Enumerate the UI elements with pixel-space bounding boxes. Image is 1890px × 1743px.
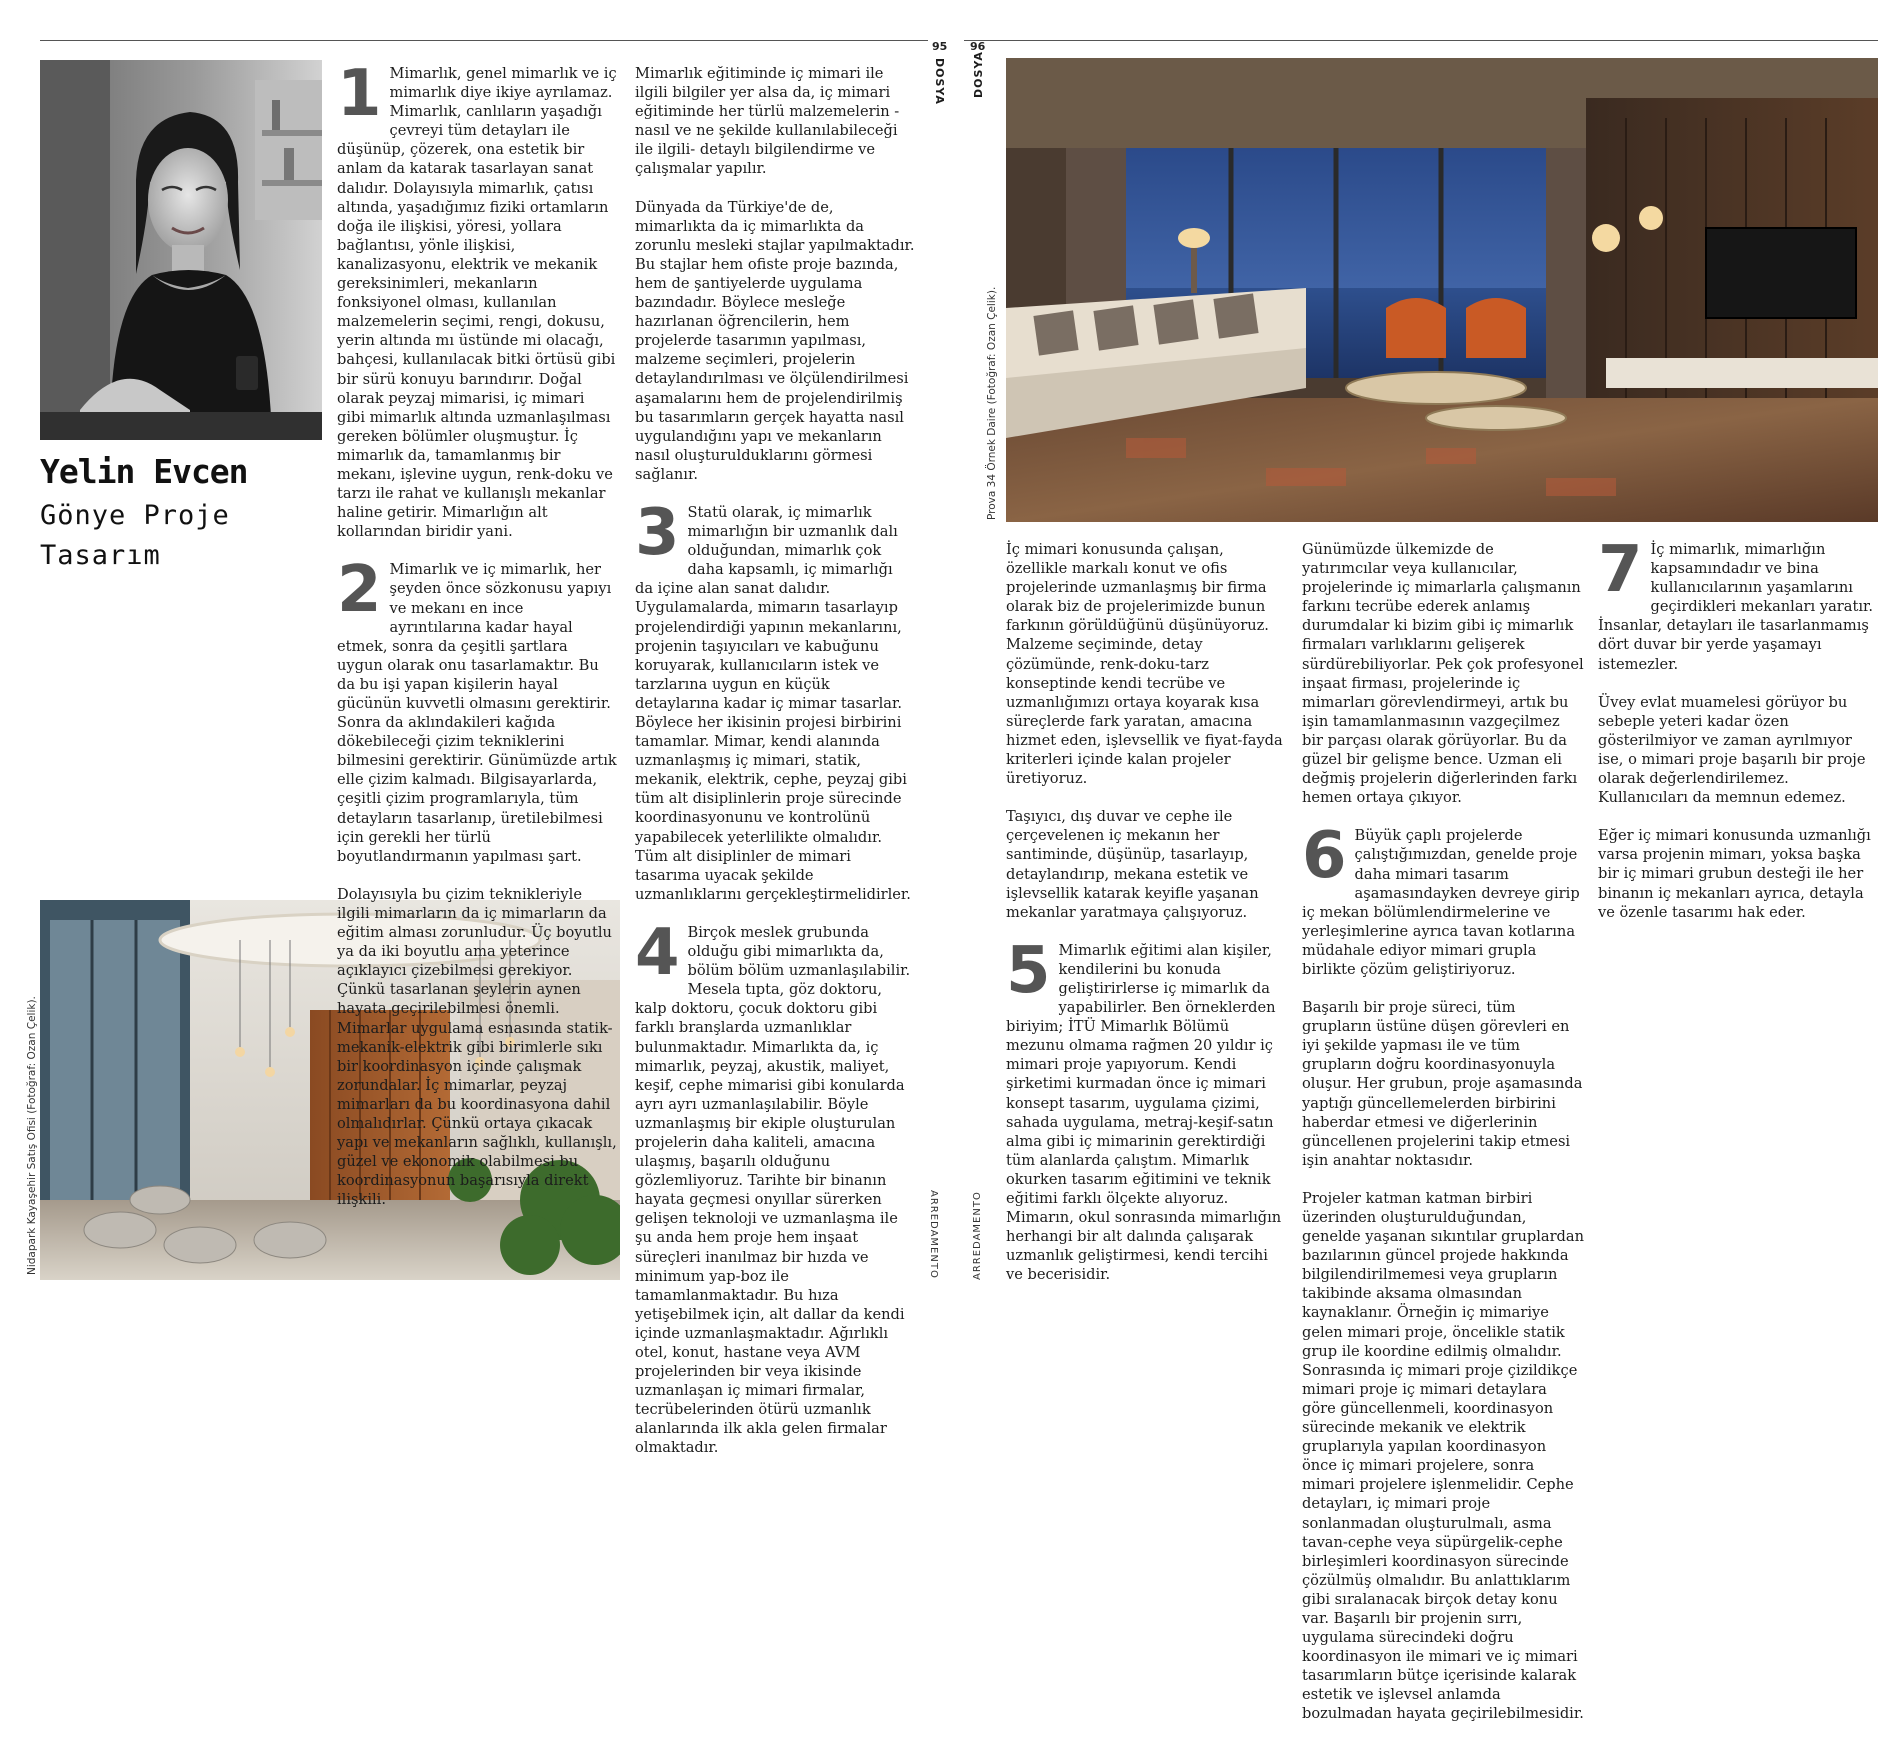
living-room-photo-illustration bbox=[1006, 58, 1878, 522]
paragraph: Büyük çaplı projelerde çalıştığımızdan, genelde proje daha mimari tasarım aşamasındayken devreye girip iç mekan bölümlendirmelerine ve yerleşimlerine ayrıca tavan kotlarına müdahale ediyor mimari grupla birlikte çözüm geliştiriyoruz. bbox=[1302, 827, 1580, 978]
article-section-4-continued bbox=[1006, 540, 1288, 922]
paragraph: Günümüzde ülkemizde de yatırımcılar veya kullanıcılar, projelerinde iç mimarlarla çalışmanın farkını tecrübe ederek anlamış durumdalar ki bizim gibi iç mimarlık firmaları varlıklarını gelişerek sürdürebiliyorlar. Pek çok profesyonel inşaat firması, projelerinde iç mimarları görevlendirmeyi, artık bu işin tamamlanmasının vazgeçilmez bir parçası olarak görüyorlar. Bu da güzel bir gelişme bence. Uzman eli değmiş projelerin diğerlerinden farkı hemen ortaya çıkıyor. bbox=[1302, 541, 1584, 807]
paragraph: Projeler katman katman birbiri üzerinden oluşturulduğundan, genelde yaşanan sıkıntılar gruplardan bazılarının güncel projede hakkında bilgilendirilmemesi veya grupların takibinde aksama olmasından kaynaklanır. Örneğin iç mimariye gelen mimari proje, öncelikle statik grup ile koordine edilmiş olmalıdır. Sonrasında iç mimari proje çizildikçe mimari proje iç mimari detaylara göre güncellenmeli, koordinasyon sürecinde mekanik ve elektrik gruplarıyla yapılan koordinasyon önce iç mimari projelere, sonra mimari projelere işlenmelidir. Cephe detayları, iç mimari proje sonlanmadan oluşturulmalı, asma tavan-cephe veya süpürgelik-cephe birleşimleri koordinasyon sürecinde çözülmüş olmalıdır. Bu anlattıklarım gibi sıralanacak birçok detay konu var. Başarılı bir projenin sırrı, uygulama sürecindeki doğru koordinasyon ile mimari ve iç mimari tasarımların bütçe içerisinde kalarak estetik ve işlevsel anlamda bozulmadan hayata geçirilebilmesidir. bbox=[1302, 1189, 1584, 1723]
text-column-1 bbox=[337, 57, 617, 1228]
lobby-photo-caption: Nidapark Kayaşehir Satış Ofisi (Fotoğraf: Ozan Çelik). bbox=[26, 996, 38, 1275]
article-section-7 bbox=[1598, 533, 1878, 922]
paragraph: Üvey evlat muamelesi görüyor bu sebeple yeteri kadar özen gösterilmiyor ve zaman ayrılmıyor ise, o mimari proje başarılı bir proje olarak değerlendirilemez. Kullanıcıları da memnun edemez. bbox=[1598, 693, 1866, 807]
page-number-left: 95 bbox=[932, 40, 948, 53]
top-rule-left bbox=[40, 40, 928, 41]
article-section-4 bbox=[635, 915, 915, 1458]
section-number-7: 7 bbox=[1598, 533, 1643, 607]
paragraph: Başarılı bir proje süreci, tüm grupların üstüne düşen görevleri en iyi şekilde yapması ile ve tüm grupların doğru koordinasyonuyla oluşur. Her grubun, proje aşamasında yaptığı güncellemelerden birbirini haberdar etmesi ve diğerlerinin güncellenen projelerini takip etmesi işin anahtar noktasıdır. bbox=[1302, 999, 1583, 1169]
article-section-2 bbox=[337, 553, 617, 1209]
author-company: Gönye Proje Tasarım bbox=[40, 500, 230, 571]
living-room-photo bbox=[1006, 58, 1878, 522]
author-portrait-illustration bbox=[40, 60, 322, 440]
section-number-6: 6 bbox=[1302, 819, 1347, 894]
magazine-name-right: ARREDAMENTO bbox=[972, 1191, 983, 1280]
paragraph: Mimarlık eğitimi alan kişiler, kendilerini bu konuda geliştirirlerse iç mimarlık da yapabilirler. Ben örneklerden biriyim; İTÜ Mimarlık Bölümü mezunu olmama rağmen 20 yıldır iç mimari proje yapıyorum. Kendi şirketimi kurmadan önce iç mimari konsept tasarım, uygulama çizimi, sahada uygulama, metraj-keşif-satın alma gibi iç mimarinin gerektirdiği tüm alanlarda çalıştım. Mimarlık okurken tasarım eğitimini ve teknik eğitimi farklı ölçekte alıyoruz. Mimarın, okul sonrasında mimarlığın herhangi bir alt dalında çalışarak uzmanlık geliştirmesi, kendi tercihi ve becerisidir. bbox=[1006, 941, 1282, 1284]
text-column-2 bbox=[635, 64, 915, 1477]
paragraph: İç mimarlık, mimarlığın kapsamındadır ve bina kullanıcılarının yaşamlarını geçirdikleri mekanları yaratır. İnsanlar, detayları ile tasarlanmamış dört duvar bir yerde yaşamayı istemezler. bbox=[1598, 541, 1873, 673]
magazine-name-left: ARREDAMENTO bbox=[928, 1190, 939, 1279]
paragraph: Mimarlık eğitiminde iç mimari ile ilgili bilgiler yer alsa da, iç mimari eğitiminde her türlü malzemelerin -nasıl ve ne şekilde kullanılabileceği ile ilgili- detaylı bilgilendirme ve çalışmalar yapılır. bbox=[635, 65, 900, 178]
section-number-5: 5 bbox=[1006, 933, 1051, 1008]
author-block bbox=[40, 452, 330, 576]
text-column-4 bbox=[1302, 540, 1584, 1743]
paragraph: Dolayısıyla bu çizim teknikleriyle ilgili mimarların da iç mimarların da eğitim alması zorunludur. Üç boyutlu ya da iki boyutlu ama yeterince açıklayıcı çizebilmesi gerekiyor. Çünkü tasarlanan şeylerin aynen hayata geçirilebilmesi önemli. Mimarlar uygulama esnasında statik-mekanik-elektrik gibi birimlerle sıkı bir koordinasyon içinde çalışmak zorundalar. İç mimarlar, peyzaj mimarları da bu koordinasyona dahil olmalıdırlar. Çünkü ortaya çıkacak yapı ve mekanların sağlıklı, kullanışlı, güzel ve ekonomik olabilmesi bu koordinasyonun başarısıyla direkt ilişkili. bbox=[337, 885, 617, 1209]
section-number-3: 3 bbox=[635, 495, 680, 570]
living-photo-caption: Prova 34 Örnek Daire (Fotoğraf: Ozan Çelik). bbox=[986, 286, 998, 520]
article-section-5 bbox=[1006, 933, 1288, 1285]
page-number-right: 96 bbox=[970, 40, 986, 53]
paragraph: Taşıyıcı, dış duvar ve cephe ile çerçevelenen iç mekanın her santiminde, düşünüp, tasarlayıp, detaylandırıp, mekana estetik ve işlevsellik katarak keyifle yaşanan mekanlar yaratmaya çalışıyoruz. bbox=[1006, 808, 1259, 921]
paragraph: İç mimari konusunda çalışan, özellikle markalı konut ve ofis projelerinde uzmanlaşmış bir firma olarak biz de projelerimizde bunun farkının görüldüğünü düşünüyoruz. Malzeme seçiminde, detay çözümünde, renk-doku-tarz konseptinde kendi tecrübe ve uzmanlığımızı ortaya koyarak kısa süreçlerde fark yaratan, amacına hizmet eden, işlevsellik ve fiyat-fayda kriterleri içinde kalan projeler üretiyoruz. bbox=[1006, 541, 1283, 788]
paragraph: Statü olarak, iç mimarlık mimarlığın bir uzmanlık dalı olduğundan, mimarlık çok daha kapsamlı, iç mimarlığı da içine alan sanat dalıdır. Uygulamalarda, mimarın tasarlayıp projelendirdiği yapının mekanlarını, projenin taşıyıcıları ve kabuğunu koruyarak, kullanıcıların istek ve tarzlarına uygun en küçük detaylarına kadar iç mimar tasarlar. Böylece her ikisinin projesi birbirini tamamlar. Mimar, kendi alanında uzmanlaşmış iç mimari, statik, mekanik, elektrik, cephe, peyzaj gibi tüm alt disiplinlerin proje sürecinde koordinasyonunu ve kontrolünü yapabilecek yeterlilikte olmalıdır. Tüm alt disiplinler de mimari tasarıma uyacak şekilde uzmanlıklarını gerçekleştirmelidirler. bbox=[635, 503, 911, 903]
paragraph: Mimarlık, genel mimarlık ve iç mimarlık diye ikiye ayrılamaz. Mimarlık, canlıların yaşadığı çevreyi tüm detayları ile düşünüp, çözerek, ona estetik bir anlam da katarak tasarlayan sanat dalıdır. Dolayısıyla mimarlık, çatısı altında, yaşadığımız fiziki ortamların doğa ile ilişkisi, yöresi, yollara bağlantısı, yönle ilişkisi, kanalizasyonu, elektrik ve mekanik gereksinimleri, mekanların fonksiyonel olması, kullanılan malzemelerin seçimi, rengi, dokusu, yerin altında mı üstünde mi olacağı, bahçesi, kullanılacak bitki örtüsü gibi bir sürü konuyu barındırır. Doğal olarak peyzaj mimarisi, iç mimari gibi mimarlık altında uzmanlaşılması gereken bölümler oluşmuştur. İç mimarlık da, tamamlanmış bir mekanı, işlevine uygun, renk-doku ve tarzı ile rahat ve kullanışlı mekanlar haline getirir. Mimarlığın alt kollarından biridir yani. bbox=[337, 65, 617, 541]
paragraph: Eğer iç mimari konusunda uzmanlığı varsa projenin mimarı, yoksa başka bir iç mimari grubun desteği ile her binanın iç mekanları ayrıca, detayla ve özenle tasarımı hak eder. bbox=[1598, 827, 1871, 921]
article-section-3 bbox=[635, 495, 915, 904]
top-rule-right bbox=[964, 40, 1878, 41]
text-column-5 bbox=[1598, 533, 1878, 941]
article-section-6 bbox=[1302, 819, 1584, 1723]
section-label-left: DOSYA bbox=[933, 58, 946, 105]
section-number-4: 4 bbox=[635, 915, 680, 990]
section-label-right: DOSYA bbox=[972, 51, 985, 98]
section-number-2: 2 bbox=[337, 553, 382, 628]
author-name: Yelin Evcen bbox=[40, 452, 248, 491]
paragraph: Birçok meslek grubunda olduğu gibi mimarlıkta da, bölüm bölüm uzmanlaşılabilir. Mesela tıpta, göz doktoru, kalp doktoru, çocuk doktoru gibi farklı branşlarda uzmanlıklar bulunmaktadır. Mimarlıkta da, iç mimarlık, peyzaj, akustik, maliyet, keşif, cephe mimarisi gibi konularda ayrı ayrı uzmanlaşılabilir. Böyle uzmanlaşmış bir ekiple oluşturulan projelerin daha kaliteli, amacına ulaşmış, başarılı olduğunu gözlemliyoruz. Tarihte bir binanın hayata geçmesi onyıllar sürerken gelişen teknoloji ve uzmanlaşma ile şu anda hem proje hem inşaat süreçleri inanılmaz bir hızda ve minimum yap-boz ile tamamlanmaktadır. Bu hıza yetişebilmek için, alt dallar da kendi içinde uzmanlaşmaktadır. Ağırlıklı otel, konut, hastane veya AVM projelerinden bir veya ikisinde uzmanlaşan iç mimari firmalar, tecrübelerinden ötürü uzmanlık alanlarında ilk akla gelen firmalar olmaktadır. bbox=[635, 923, 911, 1457]
article-section-2-continued bbox=[635, 64, 915, 484]
paragraph: Mimarlık ve iç mimarlık, her şeyden önce sözkonusu yapıyı ve mekanı en ince ayrıntılarına kadar hayal etmek, sonra da çeşitli şartlara uygun olarak onu tasarlamaktır. Bu da bu işi yapan kişilerin hayal gücünün kuvvetli olmasını gerektirir. Sonra da aklındakileri kağıda dökebileceği çizim tekniklerini bilmesini gerektirir. Günümüzde artık elle çizim kalmadı. Bilgisayarlarda, çeşitli çizim programlarıyla, tüm detayların tasarlanıp, üretilebilmesi için gerekli her türlü boyutlandırmanın yapılması şart. bbox=[337, 561, 617, 865]
article-section-1 bbox=[337, 57, 617, 541]
section-number-1: 1 bbox=[337, 57, 382, 131]
article-section-5-continued bbox=[1302, 540, 1584, 807]
author-portrait bbox=[40, 60, 322, 440]
text-column-3 bbox=[1006, 540, 1288, 1303]
paragraph: Dünyada da Türkiye'de de, mimarlıkta da iç mimarlıkta da zorunlu mesleki stajlar yapılmaktadır. Bu stajlar hem ofiste proje bazında, hem de şantiyelerde uygulama bazındadır. Böylece mesleğe hazırlanan öğrencilerin, hem projelerde tasarımın yapılması, malzeme seçimleri, projelerin detaylandırılması ve ölçülendirilmesi aşamalarını hem de projelendirilmiş bu tasarımların gerçek hayatta nasıl uygulandığını yapı ve mekanların nasıl oluşturulduklarını görmesi sağlanır. bbox=[635, 198, 915, 483]
